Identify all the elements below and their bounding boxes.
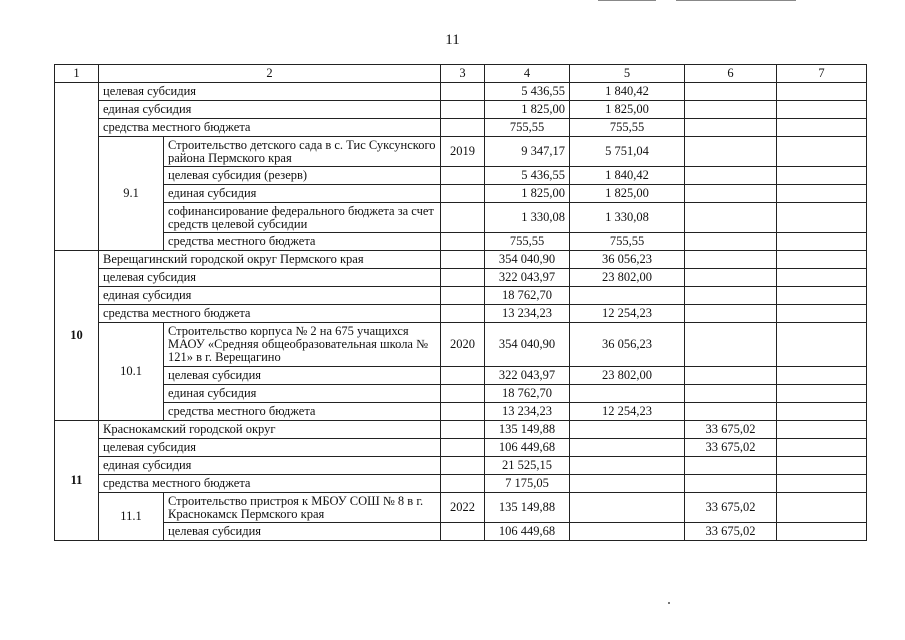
group-num-cell xyxy=(55,83,99,251)
table-row xyxy=(55,323,867,367)
row-year xyxy=(441,287,485,305)
row-value-7 xyxy=(777,493,867,523)
row-value-5 xyxy=(570,439,685,457)
row-value-6 xyxy=(685,167,777,185)
row-value-7 xyxy=(777,439,867,457)
row-value-5: 1 840,42 xyxy=(570,167,685,185)
row-value-5: 1 330,08 xyxy=(570,203,685,233)
row-value-7 xyxy=(777,185,867,203)
row-value-7 xyxy=(777,523,867,541)
row-year xyxy=(441,385,485,403)
row-value-5: 1 840,42 xyxy=(570,83,685,101)
table-row xyxy=(55,119,867,137)
row-year xyxy=(441,233,485,251)
row-value-4: 1 330,08 xyxy=(485,203,570,233)
row-value-7 xyxy=(777,269,867,287)
table-row xyxy=(55,185,867,203)
row-label: средства местного бюджета xyxy=(99,475,441,493)
row-value-7 xyxy=(777,421,867,439)
table-row xyxy=(55,287,867,305)
row-value-7 xyxy=(777,323,867,367)
table-row xyxy=(55,305,867,323)
row-year: 2020 xyxy=(441,323,485,367)
row-year xyxy=(441,185,485,203)
row-value-7 xyxy=(777,233,867,251)
row-value-5: 23 802,00 xyxy=(570,367,685,385)
row-label: единая субсидия xyxy=(99,101,441,119)
table-row xyxy=(55,457,867,475)
row-value-5: 36 056,23 xyxy=(570,323,685,367)
table-row xyxy=(55,421,867,439)
row-value-5: 23 802,00 xyxy=(570,269,685,287)
row-year xyxy=(441,119,485,137)
row-value-6: 33 675,02 xyxy=(685,493,777,523)
row-value-6 xyxy=(685,101,777,119)
row-label: средства местного бюджета xyxy=(164,403,441,421)
table-row xyxy=(55,439,867,457)
row-value-7 xyxy=(777,251,867,269)
row-value-4: 135 149,88 xyxy=(485,493,570,523)
row-value-7 xyxy=(777,203,867,233)
row-value-7 xyxy=(777,385,867,403)
table-row xyxy=(55,233,867,251)
table-row xyxy=(55,101,867,119)
row-label: единая субсидия xyxy=(99,287,441,305)
row-label: единая субсидия xyxy=(164,385,441,403)
row-value-4: 13 234,23 xyxy=(485,305,570,323)
top-scan-line-left xyxy=(598,0,656,1)
row-value-7 xyxy=(777,287,867,305)
table-row xyxy=(55,523,867,541)
table-row xyxy=(55,269,867,287)
row-value-5 xyxy=(570,457,685,475)
header-col-5: 5 xyxy=(570,65,685,83)
row-value-4: 13 234,23 xyxy=(485,403,570,421)
row-value-7 xyxy=(777,457,867,475)
row-value-4: 755,55 xyxy=(485,233,570,251)
subgroup-num: 11.1 xyxy=(99,493,164,541)
row-year: 2022 xyxy=(441,493,485,523)
row-year: 2019 xyxy=(441,137,485,167)
row-value-5: 755,55 xyxy=(570,233,685,251)
row-value-4: 106 449,68 xyxy=(485,523,570,541)
row-year xyxy=(441,101,485,119)
row-value-5: 12 254,23 xyxy=(570,403,685,421)
row-value-6 xyxy=(685,233,777,251)
header-col-2: 2 xyxy=(99,65,441,83)
page-number: 11 xyxy=(445,32,460,48)
header-col-7: 7 xyxy=(777,65,867,83)
row-value-5: 1 825,00 xyxy=(570,185,685,203)
row-year xyxy=(441,421,485,439)
row-year xyxy=(441,403,485,421)
row-label: софинансирование федерального бюджета за счет средств целевой субсидии xyxy=(164,203,441,233)
row-value-7 xyxy=(777,137,867,167)
row-label: Краснокамский городской округ xyxy=(99,421,441,439)
row-value-6 xyxy=(685,385,777,403)
row-label: целевая субсидия xyxy=(99,83,441,101)
row-value-6 xyxy=(685,83,777,101)
table-row xyxy=(55,251,867,269)
table-row xyxy=(55,203,867,233)
row-value-6: 33 675,02 xyxy=(685,439,777,457)
row-label: единая субсидия xyxy=(99,457,441,475)
header-col-4: 4 xyxy=(485,65,570,83)
row-value-5 xyxy=(570,523,685,541)
row-year xyxy=(441,83,485,101)
row-value-4: 5 436,55 xyxy=(485,167,570,185)
group-num: 10 xyxy=(55,251,99,421)
row-value-6 xyxy=(685,287,777,305)
row-value-4: 1 825,00 xyxy=(485,185,570,203)
row-label: Строительство пристроя к МБОУ СОШ № 8 в г. Краснокамск Пермского края xyxy=(164,493,441,523)
table-row xyxy=(55,493,867,523)
row-value-6 xyxy=(685,305,777,323)
row-label: Строительство корпуса № 2 на 675 учащихся МАОУ «Средняя общеобразовательная школа № 121» в г. Верещагино xyxy=(164,323,441,367)
row-label: Строительство детского сада в с. Тис Суксунского района Пермского края xyxy=(164,137,441,167)
row-value-4: 18 762,70 xyxy=(485,385,570,403)
row-value-4: 5 436,55 xyxy=(485,83,570,101)
row-value-5: 5 751,04 xyxy=(570,137,685,167)
row-value-7 xyxy=(777,83,867,101)
row-year xyxy=(441,251,485,269)
row-value-4: 106 449,68 xyxy=(485,439,570,457)
row-value-5 xyxy=(570,421,685,439)
table-row xyxy=(55,367,867,385)
row-label: средства местного бюджета xyxy=(99,305,441,323)
row-value-5 xyxy=(570,287,685,305)
row-value-5: 12 254,23 xyxy=(570,305,685,323)
row-value-6 xyxy=(685,475,777,493)
row-value-5 xyxy=(570,493,685,523)
table-row xyxy=(55,385,867,403)
table-row xyxy=(55,167,867,185)
row-value-6 xyxy=(685,185,777,203)
row-year xyxy=(441,167,485,185)
row-value-4: 135 149,88 xyxy=(485,421,570,439)
row-year xyxy=(441,367,485,385)
row-value-6 xyxy=(685,367,777,385)
row-value-4: 322 043,97 xyxy=(485,269,570,287)
scan-speck xyxy=(668,602,670,604)
row-year xyxy=(441,523,485,541)
row-value-5 xyxy=(570,385,685,403)
row-label: средства местного бюджета xyxy=(99,119,441,137)
table-row xyxy=(55,83,867,101)
row-label: целевая субсидия xyxy=(164,523,441,541)
row-value-5: 1 825,00 xyxy=(570,101,685,119)
row-value-4: 354 040,90 xyxy=(485,323,570,367)
row-value-6 xyxy=(685,403,777,421)
header-col-6: 6 xyxy=(685,65,777,83)
row-year xyxy=(441,457,485,475)
row-value-5 xyxy=(570,475,685,493)
row-year xyxy=(441,439,485,457)
row-year xyxy=(441,305,485,323)
row-value-4: 354 040,90 xyxy=(485,251,570,269)
header-row xyxy=(55,65,867,83)
row-label: целевая субсидия xyxy=(99,269,441,287)
row-value-6 xyxy=(685,457,777,475)
row-value-6 xyxy=(685,269,777,287)
row-value-4: 1 825,00 xyxy=(485,101,570,119)
row-label: целевая субсидия xyxy=(99,439,441,457)
table-row xyxy=(55,475,867,493)
subgroup-num: 9.1 xyxy=(99,137,164,251)
header-col-1: 1 xyxy=(55,65,99,83)
row-value-4: 21 525,15 xyxy=(485,457,570,475)
row-label: средства местного бюджета xyxy=(164,233,441,251)
row-value-7 xyxy=(777,167,867,185)
row-value-6 xyxy=(685,203,777,233)
row-value-4: 322 043,97 xyxy=(485,367,570,385)
table-row xyxy=(55,403,867,421)
group-num: 11 xyxy=(55,421,99,541)
row-label: единая субсидия xyxy=(164,185,441,203)
row-value-6 xyxy=(685,137,777,167)
row-value-7 xyxy=(777,305,867,323)
row-label: целевая субсидия (резерв) xyxy=(164,167,441,185)
row-value-4: 755,55 xyxy=(485,119,570,137)
table-row xyxy=(55,137,867,167)
budget-table xyxy=(54,64,867,541)
row-value-5: 755,55 xyxy=(570,119,685,137)
row-value-4: 7 175,05 xyxy=(485,475,570,493)
subgroup-num: 10.1 xyxy=(99,323,164,421)
row-value-7 xyxy=(777,367,867,385)
row-value-7 xyxy=(777,403,867,421)
row-value-6 xyxy=(685,323,777,367)
row-value-7 xyxy=(777,101,867,119)
row-value-4: 18 762,70 xyxy=(485,287,570,305)
row-year xyxy=(441,269,485,287)
top-scan-line-right xyxy=(676,0,796,1)
row-year xyxy=(441,203,485,233)
header-col-3: 3 xyxy=(441,65,485,83)
row-value-6: 33 675,02 xyxy=(685,523,777,541)
row-value-7 xyxy=(777,475,867,493)
row-value-7 xyxy=(777,119,867,137)
row-label: целевая субсидия xyxy=(164,367,441,385)
row-value-5: 36 056,23 xyxy=(570,251,685,269)
row-value-6 xyxy=(685,119,777,137)
row-value-6: 33 675,02 xyxy=(685,421,777,439)
row-value-4: 9 347,17 xyxy=(485,137,570,167)
row-year xyxy=(441,475,485,493)
row-value-6 xyxy=(685,251,777,269)
row-label: Верещагинский городской округ Пермского края xyxy=(99,251,441,269)
